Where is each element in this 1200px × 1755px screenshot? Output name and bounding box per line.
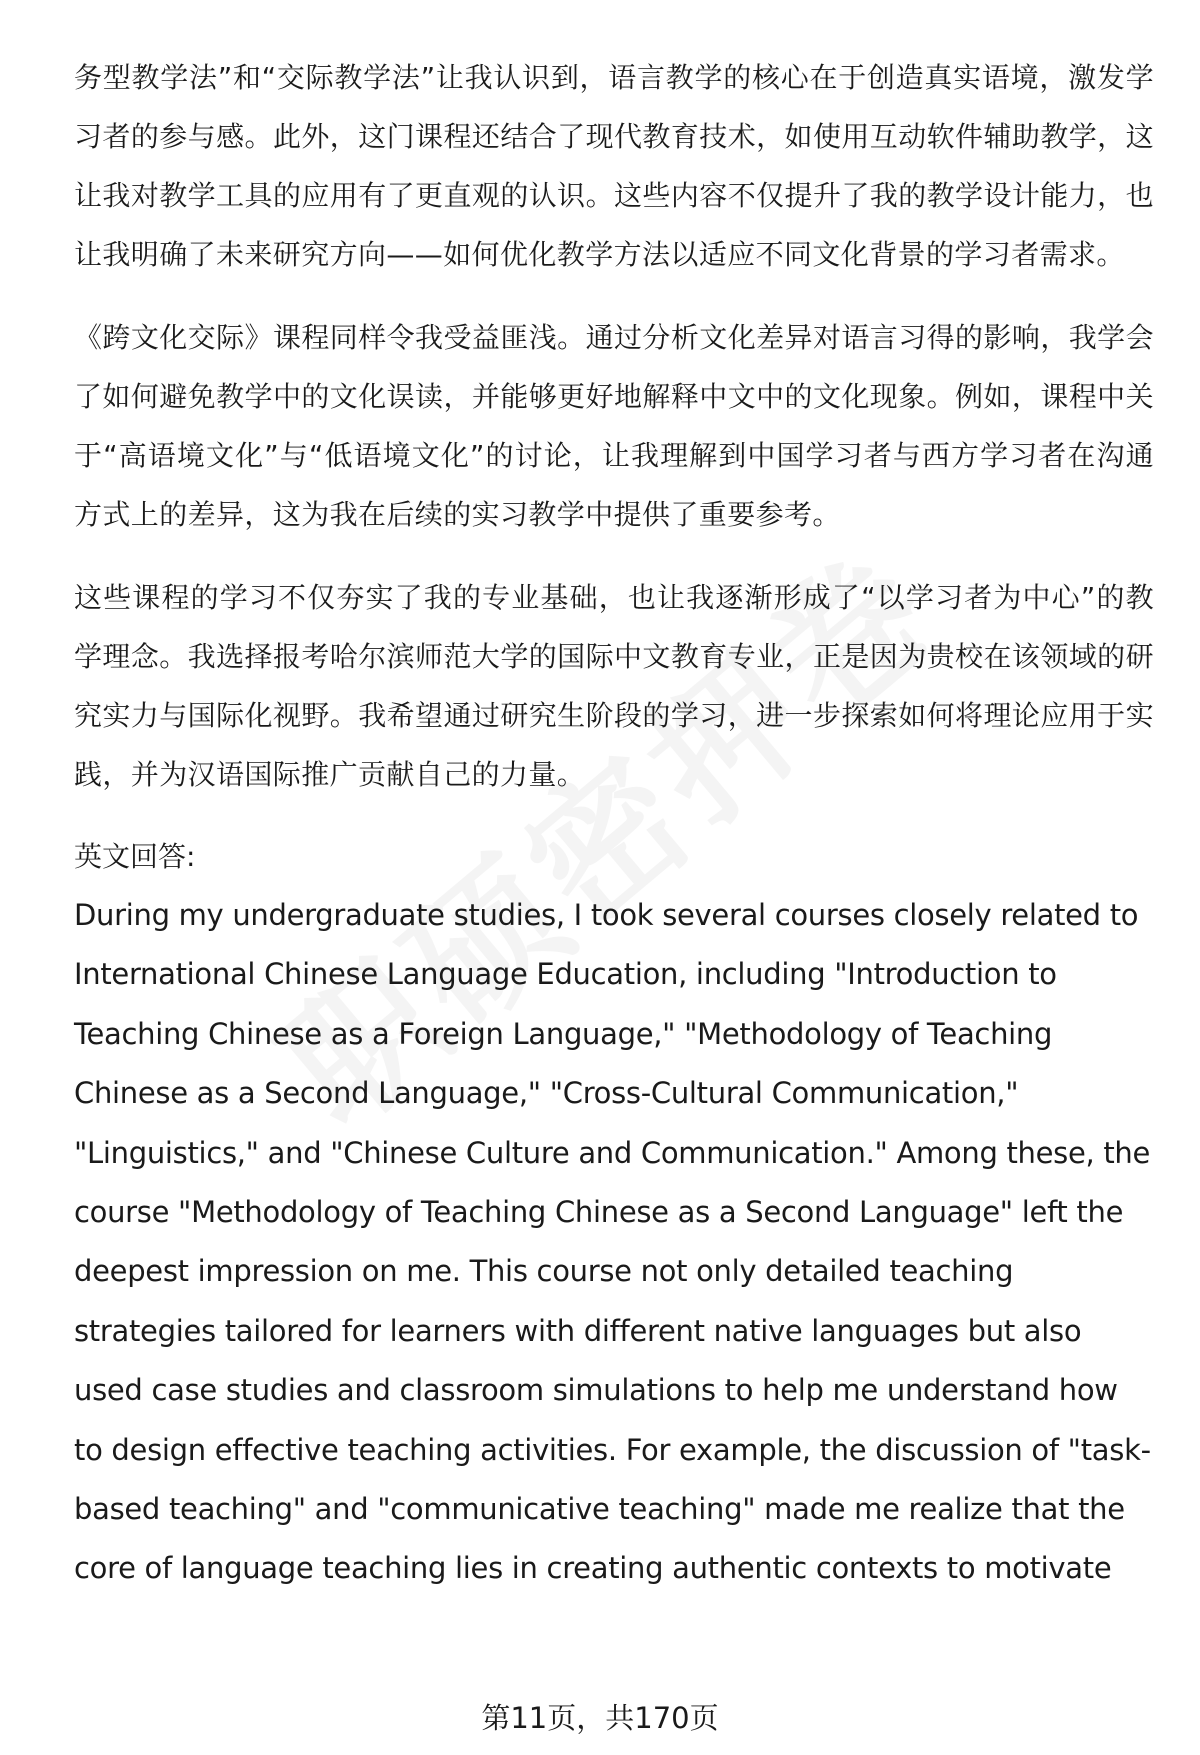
page-number-footer: 第11页，共170页 [481,1701,719,1735]
chinese-paragraph-1: 务型教学法”和“交际教学法”让我认识到，语言教学的核心在于创造真实语境，激发学习者的参与感。此外，这门课程还结合了现代教育技术，如使用互动软件辅助教学，这让我对教学工具的应用有了更直观的认识。这些内容不仅提升了我的教学设计能力，也让我明确了未来研究方向——如何优化教学方法以适应不同文化背景的学习者需求。 [74,61,1154,271]
document-content [74,48,1154,1599]
english-answer-body: During my undergraduate studies, I took several courses closely related to International Chinese Language Education, including "Introduction to Teaching Chinese as a Foreign Language," "Methodology of Teaching Chinese as a Second Language," "Cross-Cultural Communication," "Linguistics," and "Chinese Culture and Communication." Among these, the course "Methodology of Teaching Chinese as a Second Language" left the deepest impression on me. This course not only detailed teaching strategies tailored for learners with different native languages but also used case studies and classroom simulations to help me understand how to design effective teaching activities. For example, the discussion of "task-based teaching" and "communicative teaching" made me realize that the core of language teaching lies in creating authentic contexts to motivate [74,898,1151,1586]
chinese-paragraph-2: 《跨文化交际》课程同样令我受益匪浅。通过分析文化差异对语言习得的影响，我学会了如何避免教学中的文化误读，并能够更好地解释中文中的文化现象。例如，课程中关于“高语境文化”与“低语境文化”的讨论，让我理解到中国学习者与西方学习者在沟通方式上的差异，这为我在后续的实习教学中提供了重要参考。 [74,321,1154,531]
english-answer-label: 英文回答: [74,840,196,873]
chinese-paragraph-3: 这些课程的学习不仅夯实了我的专业基础，也让我逐渐形成了“以学习者为中心”的教学理念。我选择报考哈尔滨师范大学的国际中文教育专业，正是因为贵校在该领域的研究实力与国际化视野。我希望通过研究生阶段的学习，进一步探索如何将理论应用于实践，并为汉语国际推广贡献自己的力量。 [74,581,1154,791]
